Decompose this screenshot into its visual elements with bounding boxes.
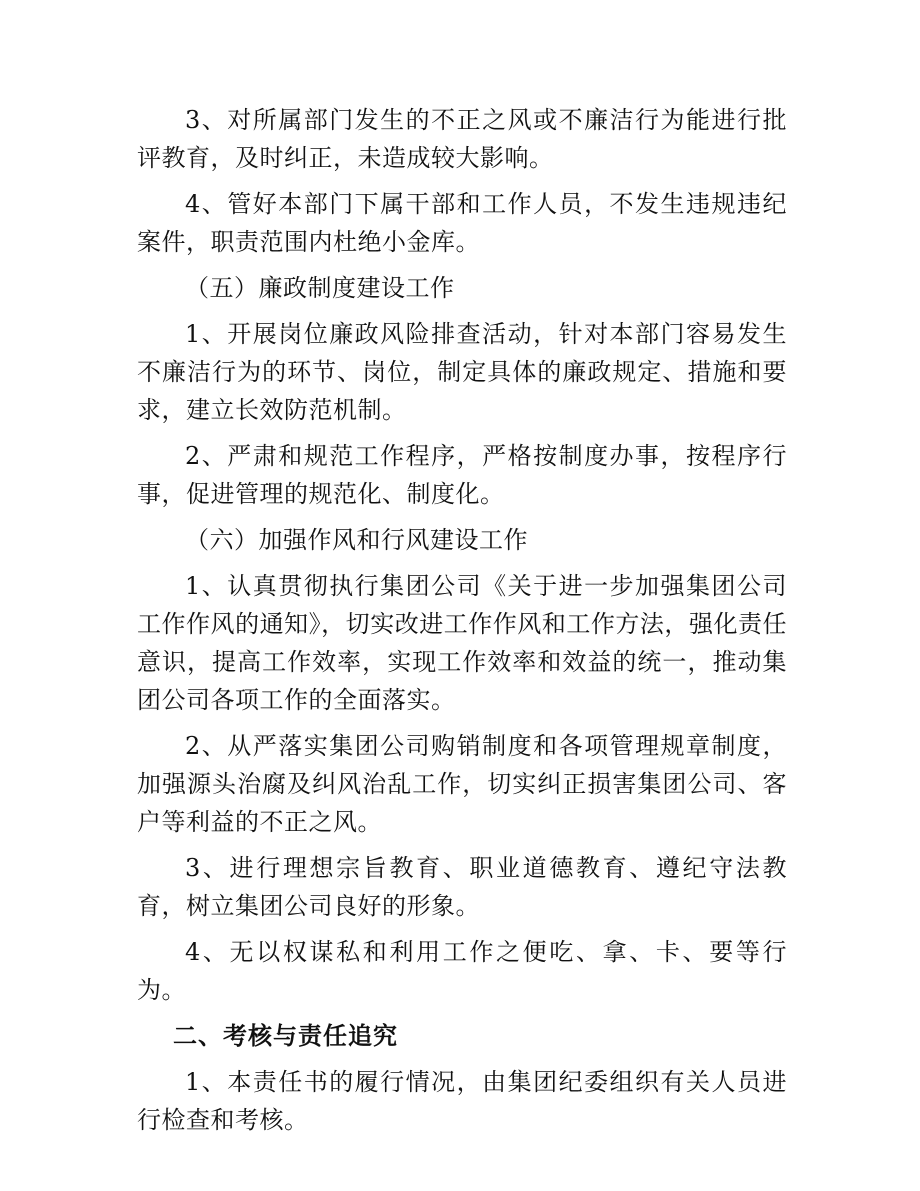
para-work-style: 1、认真贯彻执行集团公司《关于进一步加强集团公司工作作风的通知》，切实改进工作作风和工作方法，强化责任意识，提高工作效率，实现工作效率和效益的统一，推动集团公司各项工作的全面落实。 bbox=[137, 572, 787, 714]
para-purchase-sales: 2、从严落实集团公司购销制度和各项管理规章制度，加强源头治腐及纠风治乱工作，切实纠正损害集团公司、客户等利益的不正之风。 bbox=[137, 732, 787, 836]
para-risk-check: 1、开展岗位廉政风险排查活动，针对本部门容易发生不廉洁行为的环节、岗位，制定具体的廉政规定、措施和要求，建立长效防范机制。 bbox=[137, 320, 787, 424]
section-6-title: （六）加强作风和行风建设工作 bbox=[185, 526, 528, 554]
document-body bbox=[137, 101, 787, 1147]
para-education: 3、进行理想宗旨教育、职业道德教育、遵纪守法教育，树立集团公司良好的形象。 bbox=[137, 854, 787, 920]
para-no-abuse: 4、无以权谋私和利用工作之便吃、拿、卡、要等行为。 bbox=[137, 938, 787, 1004]
para-supervise-departments: 3、对所属部门发生的不正之风或不廉洁行为能进行批评教育，及时纠正，未造成较大影响。 bbox=[137, 106, 787, 172]
para-manage-staff: 4、管好本部门下属干部和工作人员，不发生违规违纪案件，职责范围内杜绝小金库。 bbox=[137, 190, 787, 256]
para-assessment: 1、本责任书的履行情况，由集团纪委组织有关人员进行检查和考核。 bbox=[137, 1068, 787, 1134]
section-2-title: 二、考核与责任追究 bbox=[173, 1022, 398, 1050]
section-5-title: （五）廉政制度建设工作 bbox=[185, 274, 455, 302]
para-standardize-procedures: 2、严肃和规范工作程序，严格按制度办事，按程序行事，促进管理的规范化、制度化。 bbox=[137, 442, 787, 508]
